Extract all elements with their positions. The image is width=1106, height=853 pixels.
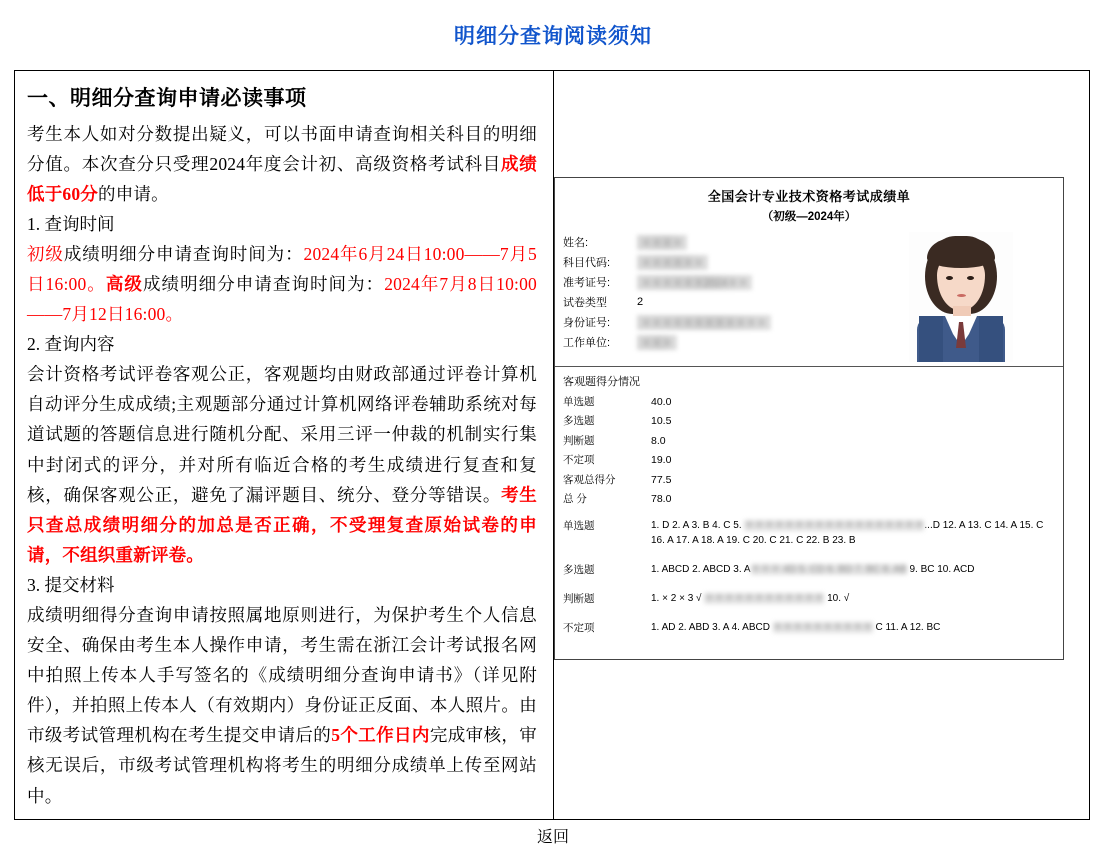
field-value-masked: ＊＊＊＊＊＊2024＊＊ xyxy=(637,275,752,290)
avatar-bangs xyxy=(927,238,995,268)
answer-text-tail: C 11. A 12. BC xyxy=(872,621,941,633)
score-label: 不定项 xyxy=(563,454,595,467)
identity-fields xyxy=(563,232,863,362)
field-label: 工作单位: xyxy=(563,337,611,349)
page-title: 明细分查询阅读须知 xyxy=(454,24,652,48)
avatar-vest-right xyxy=(979,316,1003,362)
answer-text-head: 1. ABCD 2. ABCD 3. A xyxy=(651,563,751,575)
answer-text-tail: 10. √ xyxy=(824,592,850,604)
advanced-time-range: 2024年7月8日10:00——7月12日16:00。 xyxy=(27,273,538,325)
score-row xyxy=(563,412,1055,431)
avatar xyxy=(909,232,1013,362)
section-title: 一、明细分查询申请必读事项 xyxy=(27,86,307,110)
field-value: 2 xyxy=(637,296,644,308)
answer-text-tail: 9. BC 10. ACD xyxy=(906,563,975,575)
score-row xyxy=(563,393,1055,412)
answer-row xyxy=(563,620,1055,635)
score-label: 总 分 xyxy=(563,493,587,506)
field-row xyxy=(563,312,863,332)
intro-highlight: 成绩低于60分 xyxy=(27,153,537,204)
answer-label: 单选题 xyxy=(563,519,595,532)
score-value: 77.5 xyxy=(651,473,672,486)
right-column xyxy=(554,71,1090,819)
answer-text-head: 1. AD 2. ABD 3. A 4. ABCD xyxy=(651,621,773,633)
score-value: 19.0 xyxy=(651,454,672,467)
field-value-masked: ＊＊＊＊＊＊＊＊＊＊＊＊ xyxy=(637,315,771,330)
score-label: 多选题 xyxy=(563,415,595,428)
field-row xyxy=(563,272,863,292)
primary-time-range: 2024年6月24日10:00——7月5日16:00。 xyxy=(27,243,537,294)
field-label: 准考证号: xyxy=(563,277,611,289)
avatar-vest-left xyxy=(919,316,943,362)
objective-heading: 客观题得分情况 xyxy=(563,376,640,388)
intro-text-1: 考生本人如对分数提出疑义，可以书面申请查询相关科目的明细分值。本次查分只受理2024年度会计初、高级资格考试科目 xyxy=(27,123,537,174)
score-label: 客观总得分 xyxy=(563,473,616,486)
submit-material-paragraph xyxy=(27,600,537,811)
answer-text xyxy=(651,591,1055,606)
subheading-query-content: 2. 查询内容 xyxy=(27,334,115,355)
field-label: 姓名: xyxy=(563,237,589,249)
intro-text-2: 的申请。 xyxy=(98,183,169,204)
answer-text-tail: ...D 12. A 13. C 14. A 15. C 16. A 17. A 18. A 19. C 20. C 21. C 22. B 23. B xyxy=(651,519,1044,546)
score-value: 8.0 xyxy=(651,434,666,447)
level-advanced-label: 高级 xyxy=(105,273,143,294)
answer-text-head: 1. D 2. A 3. B 4. C 5. xyxy=(651,519,745,531)
score-sheet-identity xyxy=(555,226,1063,366)
answer-text xyxy=(651,562,1055,577)
score-row xyxy=(563,471,1055,490)
score-value: 10.5 xyxy=(651,415,672,428)
query-content-paragraph xyxy=(27,359,537,570)
score-label: 判断题 xyxy=(563,434,595,447)
score-value: 78.0 xyxy=(651,493,672,506)
query-time-paragraph xyxy=(27,239,537,329)
score-sheet-subtitle: （初级—2024年） xyxy=(761,211,857,223)
score-value: 40.0 xyxy=(651,396,672,408)
field-label: 身份证号: xyxy=(563,317,611,329)
answer-text-masked: ＊＊＊ 4D 5. CD 6. BD 7. BC 8. AB xyxy=(750,563,907,575)
score-sheet-title: 全国会计专业技术资格考试成绩单 xyxy=(707,189,911,204)
answer-text-masked: ＊＊＊＊＊＊＊＊＊＊＊＊ xyxy=(704,592,825,604)
score-row xyxy=(563,451,1055,470)
field-row xyxy=(563,292,863,312)
level-primary-label: 初级 xyxy=(27,243,64,264)
score-label: 单选题 xyxy=(563,396,595,408)
answer-text-head: 1. × 2 × 3 √ xyxy=(651,592,705,604)
answer-row xyxy=(563,518,1055,548)
answer-text xyxy=(651,620,1055,635)
material-text-1: 成绩明细得分查询申请按照属地原则进行，为保护考生个人信息安全、确保由考生本人操作申请，考生需在浙江会计考试报名网中拍照上传本人手写签名的《成绩明细分查询申请书》（详见附件），并拍照上传本人（有效期内）身份证正反面、本人照片。由市级考试管理机构在考生提交申请后的 xyxy=(27,605,537,746)
content-frame xyxy=(14,70,1090,820)
footer xyxy=(0,824,1106,847)
query-content-text: 会计资格考试评卷客观公正，客观题均由财政部通过评卷计算机自动评分生成成绩;主观题部分通过计算机网络评卷辅助系统对每道试题的答题信息进行随机分配、采用三评一仲裁的机制实行集中封闭式的评分，并对所有临近合格的考生成绩进行复查和复核，确保客观公正，避免了漏评题目、统分、登分等错误。 xyxy=(27,364,537,505)
subheading-query-time: 1. 查询时间 xyxy=(27,213,115,234)
answer-row xyxy=(563,591,1055,606)
score-row xyxy=(563,490,1055,509)
back-link[interactable]: 返回 xyxy=(536,829,569,846)
answer-text-masked: ＊＊＊＊＊＊＊＊＊＊ xyxy=(772,621,873,633)
score-sheet xyxy=(554,177,1064,660)
avatar-mouth xyxy=(957,294,966,297)
field-row xyxy=(563,252,863,272)
score-sheet-header xyxy=(555,178,1063,226)
intro-paragraph xyxy=(27,119,537,209)
avatar-eye-right xyxy=(967,276,974,280)
material-text-2: 完成审核，审核无误后，市级考试管理机构将考生的明细分成绩单上传至网站中。 xyxy=(27,725,537,806)
avatar-eye-left xyxy=(946,276,953,280)
score-sheet-scores xyxy=(555,366,1063,659)
query-content-highlight: 考生只查总成绩明细分的加总是否正确，不受理复查原始试卷的申请，不组织重新评卷。 xyxy=(27,484,537,565)
field-value-masked: ＊＊＊＊＊＊ xyxy=(637,255,708,270)
answer-text xyxy=(651,518,1055,548)
material-highlight: 5个工作日内 xyxy=(331,725,430,746)
answer-label: 判断题 xyxy=(563,592,595,605)
field-row xyxy=(563,332,863,352)
answer-text-masked: ＊＊＊＊＊＊＊＊＊＊＊＊＊＊＊＊＊＊ xyxy=(744,519,925,531)
field-label: 试卷类型 xyxy=(563,297,607,309)
field-label: 科目代码: xyxy=(563,257,611,269)
query-time-text-2: 成绩明细分申请查询时间为： xyxy=(142,273,385,294)
left-column xyxy=(14,71,554,819)
field-row xyxy=(563,232,863,252)
answer-label: 不定项 xyxy=(563,621,595,634)
answer-label: 多选题 xyxy=(563,563,595,576)
subheading-submit-material: 3. 提交材料 xyxy=(27,574,115,595)
answer-row xyxy=(563,562,1055,577)
score-row xyxy=(563,432,1055,451)
query-time-text-1: 成绩明细分申请查询时间为： xyxy=(63,243,304,264)
answer-block xyxy=(563,518,1055,635)
field-value-masked: ＊＊＊ xyxy=(637,335,677,350)
field-value-masked: ＊＊＊＊ xyxy=(637,235,687,250)
